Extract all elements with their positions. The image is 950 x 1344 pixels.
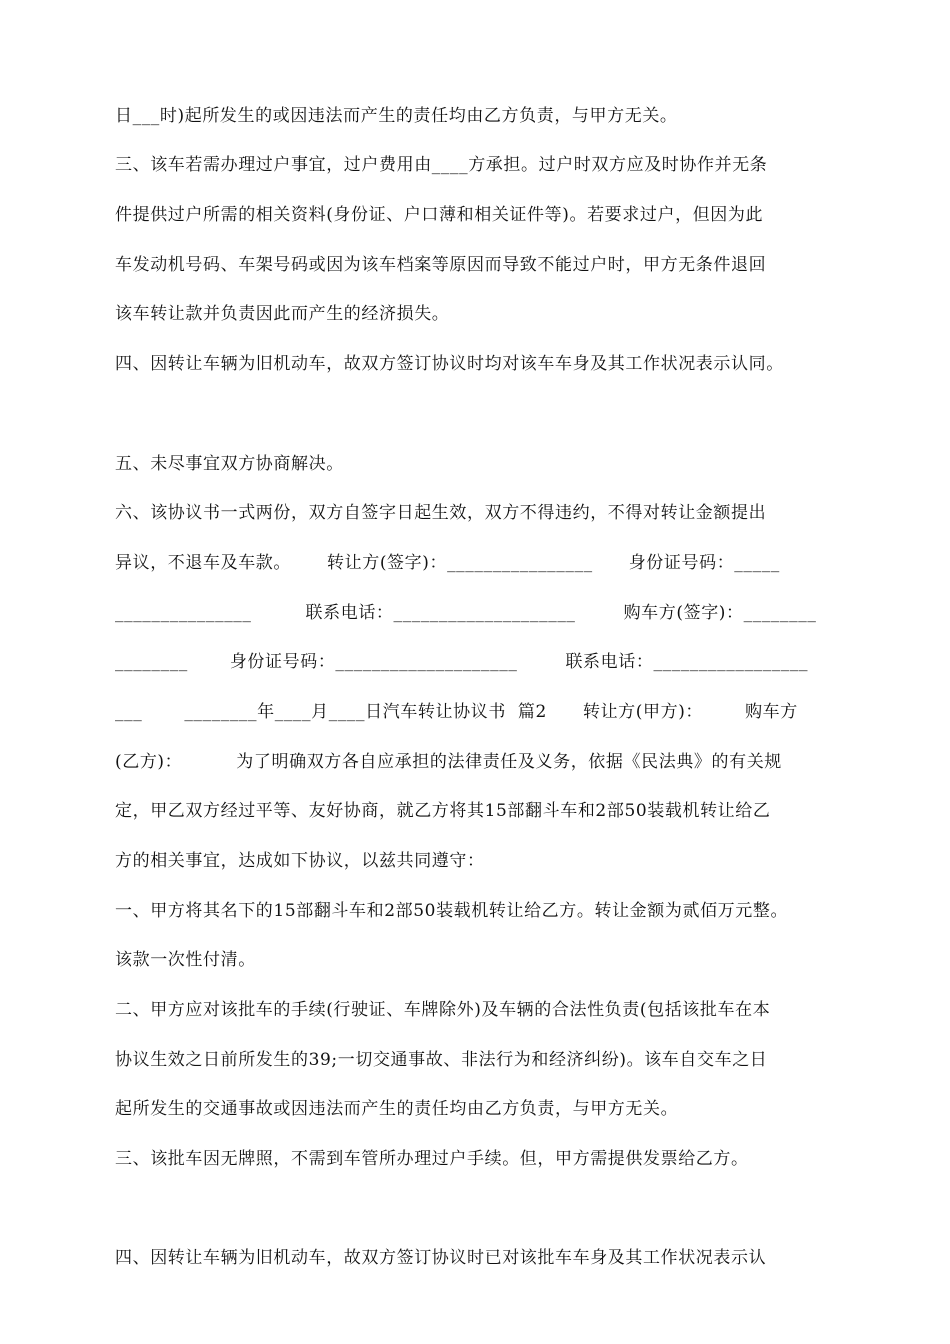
text-line: 五、未尽事宜双方协商解决。 (115, 454, 344, 474)
text-line: ________ 身份证号码：____________________ 联系电话：_________________ (115, 652, 809, 672)
text-line: 三、该批车因无牌照，不需到车管所办理过户手续。但，甲方需提供发票给乙方。 (115, 1149, 749, 1169)
text-line: 定，甲乙双方经过平等、友好协商，就乙方将其15部翻斗车和2部50装载机转让给乙 (115, 801, 771, 821)
text-line: 该款一次性付清。 (115, 950, 256, 970)
text-line: 六、该协议书一式两份，双方自签字日起生效，双方不得违约，不得对转让金额提出 (115, 503, 767, 523)
text-line: 协议生效之日前所发生的39;一切交通事故、非法行为和经济纠纷)。该车自交车之日 (115, 1050, 768, 1070)
text-line: (乙方)： 为了明确双方各自应承担的法律责任及义务，依据《民法典》的有关规 (115, 752, 782, 772)
text-line: ___ ________年____月____日汽车转让协议书 篇2 转让方(甲方)： 购车方 (115, 702, 798, 722)
text-line: 起所发生的交通事故或因违法而产生的责任均由乙方负责，与甲方无关。 (115, 1099, 679, 1119)
text-line: 四、因转让车辆为旧机动车，故双方签订协议时已对该批车车身及其工作状况表示认 (115, 1248, 767, 1268)
text-line: 一、甲方将其名下的15部翻斗车和2部50装载机转让给乙方。转让金额为贰佰万元整。 (115, 901, 789, 921)
text-line: 二、甲方应对该批车的手续(行驶证、车牌除外)及车辆的合法性负责(包括该批车在本 (115, 1000, 771, 1020)
text-line: _______________ 联系电话：____________________ 购车方(签字)：________ (115, 603, 817, 623)
text-line: 异议，不退车及车款。 转让方(签字)：________________ 身份证号码：_____ (115, 553, 780, 573)
text-line: 车发动机号码、车架号码或因为该车档案等原因而导致不能过户时，甲方无条件退回 (115, 255, 767, 275)
text-line: 四、因转让车辆为旧机动车，故双方签订协议时均对该车车身及其工作状况表示认同。 (115, 354, 784, 374)
text-line: 该车转让款并负责因此而产生的经济损失。 (115, 304, 450, 324)
text-line: 件提供过户所需的相关资料(身份证、户口薄和相关证件等)。若要求过户，但因为此 (115, 205, 764, 225)
text-line: 日___时)起所发生的或因违法而产生的责任均由乙方负责，与甲方无关。 (115, 106, 678, 126)
text-line: 三、该车若需办理过户事宜，过户费用由____方承担。过户时双方应及时协作并无条 (115, 155, 768, 175)
text-line: 方的相关事宜，达成如下协议，以兹共同遵守： (115, 851, 485, 871)
